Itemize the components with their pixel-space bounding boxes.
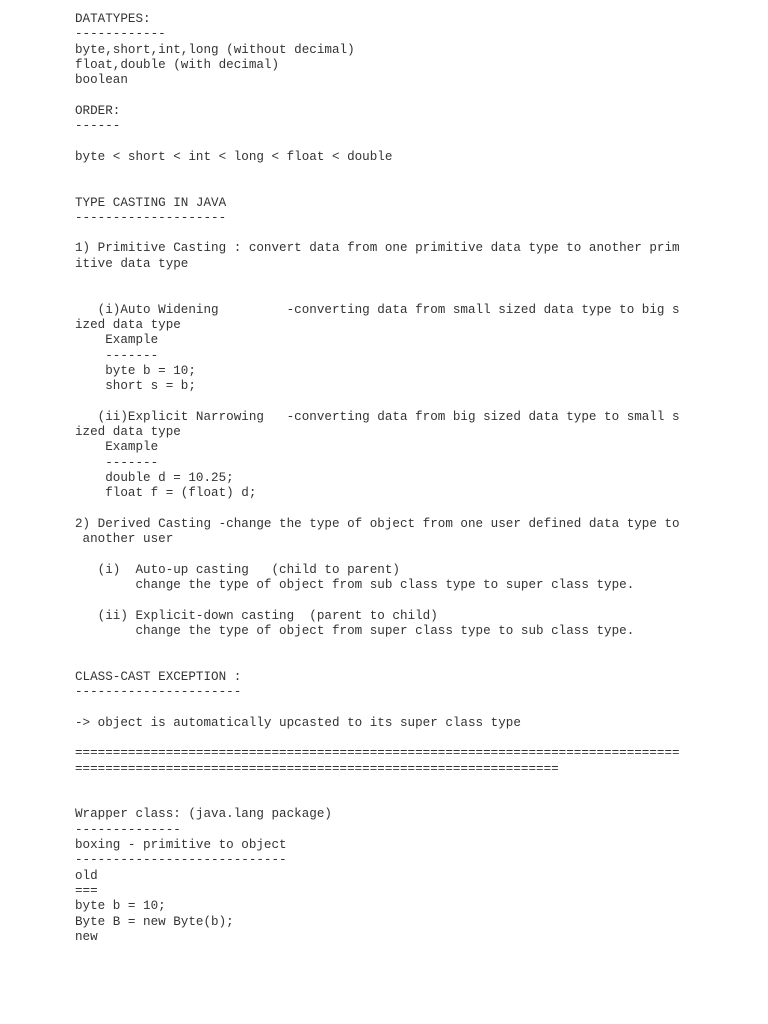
document-line xyxy=(75,88,680,103)
document-line: byte b = 10; xyxy=(75,363,196,378)
document-line: -> object is automatically upcasted to its super class type xyxy=(75,715,521,730)
document-line xyxy=(75,639,680,654)
document-line: boolean xyxy=(75,73,128,88)
document-line: (ii)Explicit Narrowing -converting data from big sized data type to small s xyxy=(75,409,680,424)
document-text xyxy=(75,12,680,945)
document-line xyxy=(75,792,680,807)
document-line: ------ xyxy=(75,119,121,134)
document-line: Byte B = new Byte(b); xyxy=(75,914,234,929)
document-line: double d = 10.25; xyxy=(75,470,234,485)
document-line xyxy=(75,272,680,287)
document-line: Example xyxy=(75,333,159,348)
document-line: === xyxy=(75,883,98,898)
document-line: 2) Derived Casting -change the type of object from one user defined data type to xyxy=(75,516,680,531)
document-line: ized data type xyxy=(75,317,181,332)
document-line: DATATYPES: xyxy=(75,12,151,26)
document-line: Example xyxy=(75,440,159,455)
document-line: byte b = 10; xyxy=(75,899,166,914)
document-line xyxy=(75,502,680,517)
document-line: ------- xyxy=(75,455,159,470)
document-line: -------------- xyxy=(75,822,181,837)
document-line: ORDER: xyxy=(75,103,121,118)
document-line: ---------------------------- xyxy=(75,853,287,868)
document-line: TYPE CASTING IN JAVA xyxy=(75,195,227,210)
document-line: ================================================================ xyxy=(75,761,559,776)
document-line: (i)Auto Widening -converting data from small sized data type to big s xyxy=(75,302,680,317)
document-line xyxy=(75,731,680,746)
document-line xyxy=(75,394,680,409)
document-line: new xyxy=(75,929,98,944)
document-line: Wrapper class: (java.lang package) xyxy=(75,807,332,822)
document-line xyxy=(75,593,680,608)
document-line xyxy=(75,777,680,792)
document-line xyxy=(75,134,680,149)
document-line: ================================================================================ xyxy=(75,746,680,761)
document-line: ------------ xyxy=(75,27,166,42)
document-line: boxing - primitive to object xyxy=(75,838,287,853)
document-line xyxy=(75,287,680,302)
document-line: ized data type xyxy=(75,425,181,440)
document-line: change the type of object from super class type to sub class type. xyxy=(75,623,635,638)
document-line: 1) Primitive Casting : convert data from one primitive data type to another prim xyxy=(75,241,680,256)
document-line: old xyxy=(75,868,98,883)
document-line: CLASS-CAST EXCEPTION : xyxy=(75,669,242,684)
document-line xyxy=(75,654,680,669)
document-line: ------- xyxy=(75,348,159,363)
document-line xyxy=(75,700,680,715)
document-line xyxy=(75,165,680,180)
document-line xyxy=(75,547,680,562)
document-line: itive data type xyxy=(75,256,189,271)
document-line: ---------------------- xyxy=(75,685,242,700)
document-line: float f = (float) d; xyxy=(75,486,257,501)
document-line: (i) Auto-up casting (child to parent) xyxy=(75,562,400,577)
document-line: another user xyxy=(75,532,174,547)
document-line: -------------------- xyxy=(75,210,227,225)
document-line xyxy=(75,226,680,241)
document-line xyxy=(75,180,680,195)
document-line: change the type of object from sub class type to super class type. xyxy=(75,577,635,592)
document-line: byte,short,int,long (without decimal) xyxy=(75,42,355,57)
document-line: short s = b; xyxy=(75,379,196,394)
document-line: (ii) Explicit-down casting (parent to child) xyxy=(75,608,438,623)
document-line: float,double (with decimal) xyxy=(75,57,280,72)
document-line: byte < short < int < long < float < double xyxy=(75,149,393,164)
